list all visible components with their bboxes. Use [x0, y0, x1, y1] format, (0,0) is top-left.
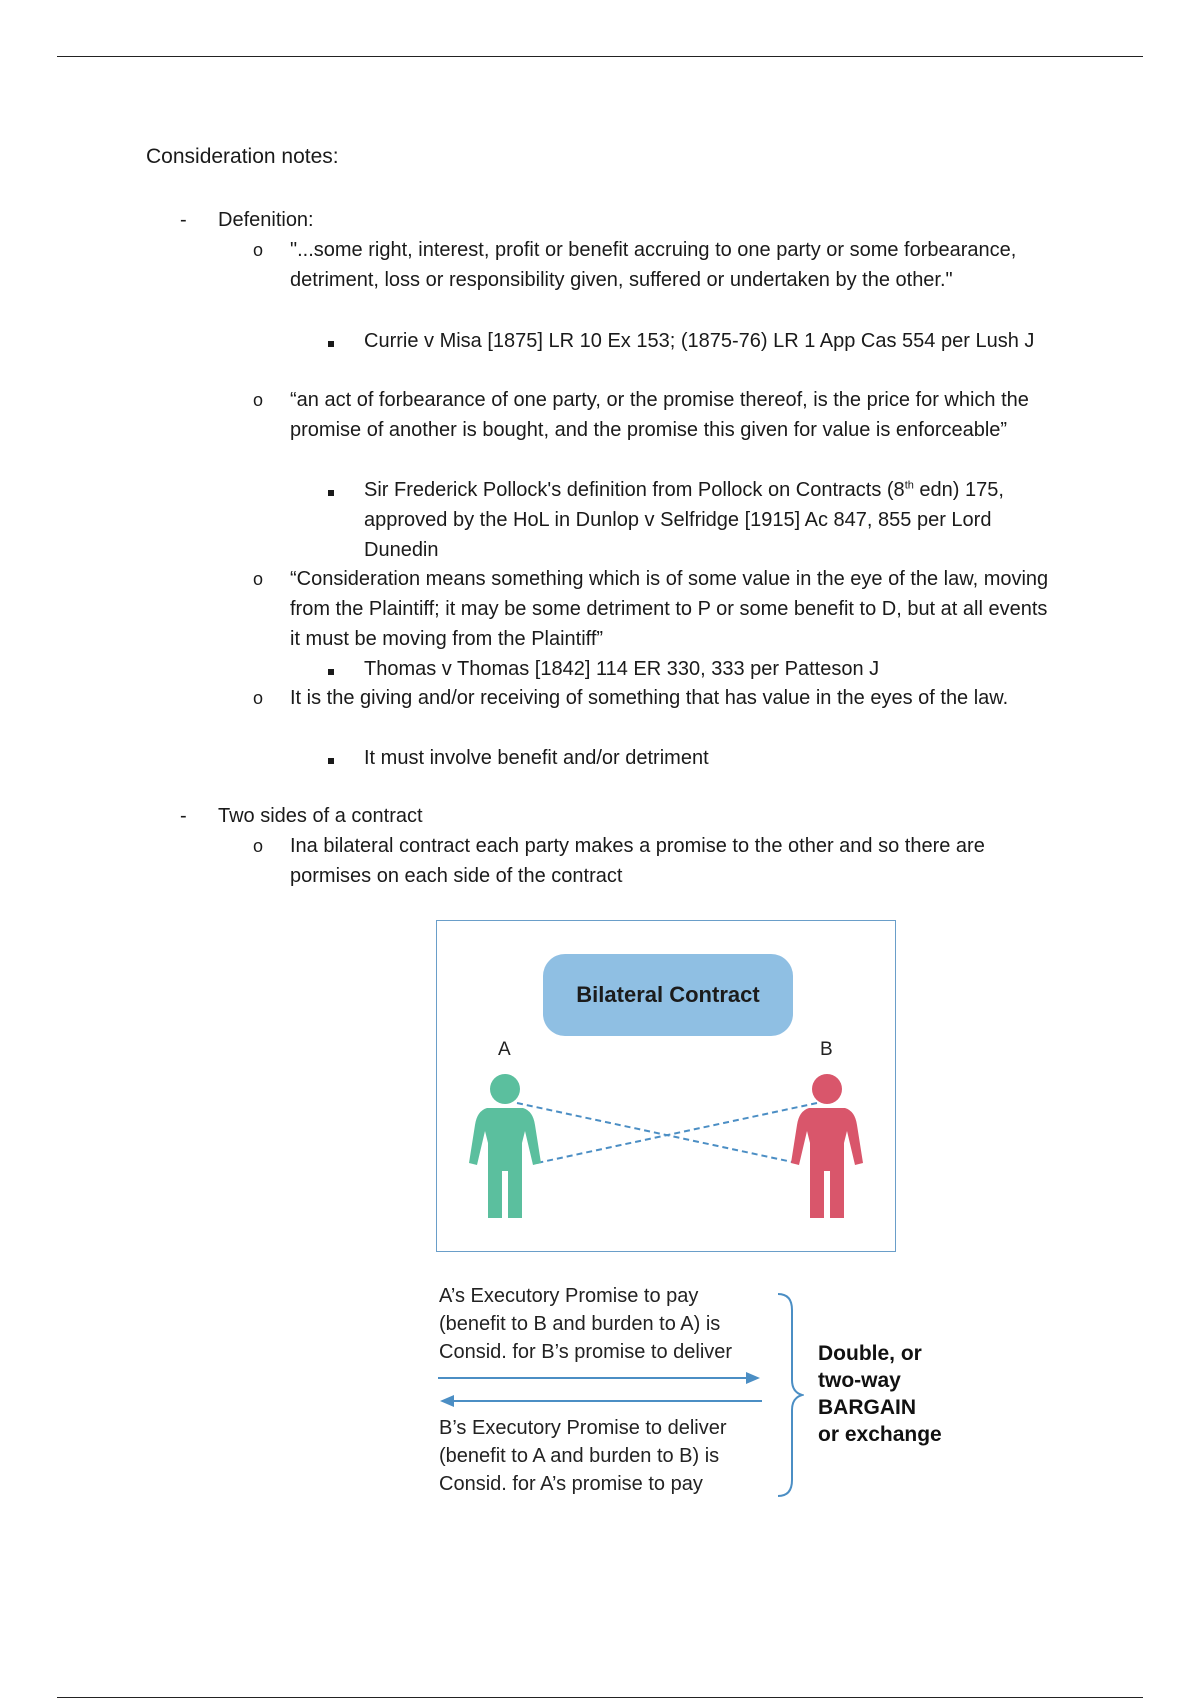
- document-title: Consideration notes:: [146, 145, 339, 168]
- person-a-icon: [469, 1074, 541, 1218]
- promise-a-line: A’s Executory Promise to pay: [439, 1285, 699, 1307]
- citation-currie-v-misa: Currie v Misa [1875] LR 10 Ex 153; (1875-76) LR 1 App Cas 554 per Lush J: [364, 330, 1035, 352]
- definition-point-4: It is the giving and/or receiving of something that has value in the eyes of the law.: [290, 687, 1009, 709]
- promise-a-line: Consid. for B’s promise to deliver: [439, 1341, 733, 1363]
- dash-marker: -: [180, 805, 187, 827]
- bargain-label: [818, 1340, 942, 1448]
- bargain-line: BARGAIN: [818, 1396, 916, 1419]
- circle-marker: o: [253, 688, 264, 708]
- dashed-link-a-to-b: [517, 1103, 797, 1163]
- square-bullet-icon: [328, 475, 334, 505]
- footer-rule: [57, 1697, 1143, 1698]
- benefit-detriment-note: It must involve benefit and/or detriment: [364, 747, 709, 769]
- promise-b-line: Consid. for A’s promise to pay: [439, 1473, 703, 1495]
- section-heading-two-sides: Two sides of a contract: [218, 805, 423, 827]
- bargain-line: or exchange: [818, 1423, 942, 1446]
- party-b-label: B: [820, 1039, 833, 1060]
- diagram-title: Bilateral Contract: [543, 954, 793, 1036]
- square-bullet-icon: [328, 326, 334, 356]
- circle-marker: o: [253, 569, 264, 589]
- promise-a-line: (benefit to B and burden to A) is: [439, 1313, 721, 1335]
- promise-a-text: [439, 1282, 732, 1366]
- bargain-line: two-way: [818, 1369, 901, 1392]
- section-heading-definition: Defenition:: [218, 209, 314, 231]
- circle-marker: o: [253, 390, 264, 410]
- citation-pollock: Sir Frederick Pollock's definition from Pollock on Contracts (8th edn) 175, approved by the HoL in Dunlop v Selfridge [1915] Ac 847, 855 per Lord Dunedin: [364, 479, 1004, 561]
- bargain-line: Double, or: [818, 1342, 922, 1365]
- square-bullet-icon: [328, 654, 334, 684]
- bilateral-contract-note: Ina bilateral contract each party makes a promise to the other and so there are pormises on each side of the contract: [290, 835, 985, 887]
- header-rule: [57, 56, 1143, 57]
- exchange-arrows: [436, 1368, 766, 1408]
- definition-quote-2: “an act of forbearance of one party, or the promise thereof, is the price for which the promise of another is bought, and the promise this given for value is enforceable”: [290, 389, 1029, 441]
- person-b-icon: [791, 1074, 863, 1218]
- promise-b-line: (benefit to A and burden to B) is: [439, 1445, 720, 1467]
- square-bullet-icon: [328, 743, 334, 773]
- citation-thomas-v-thomas: Thomas v Thomas [1842] 114 ER 330, 333 per Patteson J: [364, 658, 880, 680]
- dash-marker: -: [180, 209, 187, 231]
- brace-icon: [774, 1290, 804, 1500]
- definition-quote-1: "...some right, interest, profit or benefit accruing to one party or some forbearance, detriment, loss or responsibility given, suffered or undertaken by the other.": [290, 239, 1017, 291]
- promise-b-text: [439, 1414, 727, 1498]
- bilateral-contract-diagram: [436, 920, 896, 1252]
- definition-quote-3: “Consideration means something which is of some value in the eye of the law, moving from the Plaintiff; it may be some detriment to P or some benefit to D, but at all events it must be moving from the Plaintiff”: [290, 568, 1049, 650]
- circle-marker: o: [253, 836, 264, 856]
- circle-marker: o: [253, 240, 264, 260]
- diagram-figures: [437, 921, 897, 1253]
- promise-b-line: B’s Executory Promise to deliver: [439, 1417, 727, 1439]
- party-a-label: A: [498, 1039, 511, 1060]
- dashed-link-b-to-a: [537, 1103, 817, 1163]
